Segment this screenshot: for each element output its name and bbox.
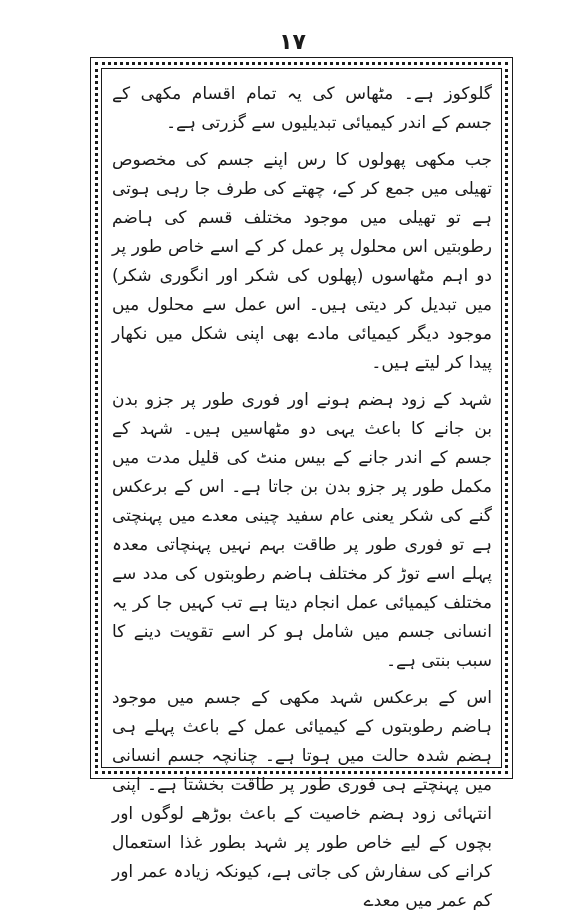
- paragraph-3: شہد کے زود ہضم ہونے اور فوری طور پر جزو بدن بن جانے کا باعث یہی دو مٹھاسیں ہیں۔ شہد کے جسم کے اندر جانے کے بیس منٹ کی قلیل مدت میں مکمل طور پر جزو بدن بن جاتا ہے۔ اس کے برعکس گنے کی شکر یعنی عام سفید چینی معدے میں پہنچتی ہے تو فوری طور پر طاقت بہم نہیں پہنچاتی معدہ پہلے اسے توڑ کر مختلف ہاضم رطوبتوں کی مدد سے مختلف کیمیائی عمل انجام دیتا ہے تب کہیں جا کر یہ انسانی جسم میں شامل ہو کر اسے تقویت دینے کا سبب بنتی ہے۔: [112, 390, 492, 671]
- paragraph-1: گلوکوز ہے۔ مٹھاس کی یہ تمام اقسام مکھی کے جسم کے اندر کیمیائی تبدیلیوں سے گزرتی ہے۔: [112, 84, 492, 133]
- page-text-body: [112, 80, 492, 911]
- paragraph-2: جب مکھی پھولوں کا رس اپنے جسم کی مخصوص تھیلی میں جمع کر کے، چھتے کی طرف جا رہی ہوتی ہے تو تھیلی میں موجود مختلف قسم کی ہاضم رطوبتیں اس محلول پر عمل کر کے اسے خاص طور پر دو اہم مٹھاسوں (پھلوں کی شکر اور انگوری شکر) میں تبدیل کر دیتی ہیں۔ اس عمل سے محلول میں موجود دیگر کیمیائی مادے بھی اپنی شکل میں نکھار پیدا کر لیتے ہیں۔: [112, 150, 492, 373]
- paragraph-4: اس کے برعکس شہد مکھی کے جسم میں موجود ہاضم رطوبتوں کے کیمیائی عمل کے باعث پہلے ہی ہضم شدہ حالت میں ہوتا ہے۔ چنانچہ جسم انسانی میں پہنچتے ہی فوری طور پر طاقت بخشتا ہے۔ اپنی انتہائی زود ہضم خاصیت کے باعث بوڑھے لوگوں اور بچوں کے لیے خاص طور پر شہد بطور غذا استعمال کرانے کی سفارش کی جاتی ہے، کیونکہ زیادہ عمر اور کم عمر میں معدے: [112, 688, 492, 911]
- page-number: ۱۷: [279, 30, 306, 55]
